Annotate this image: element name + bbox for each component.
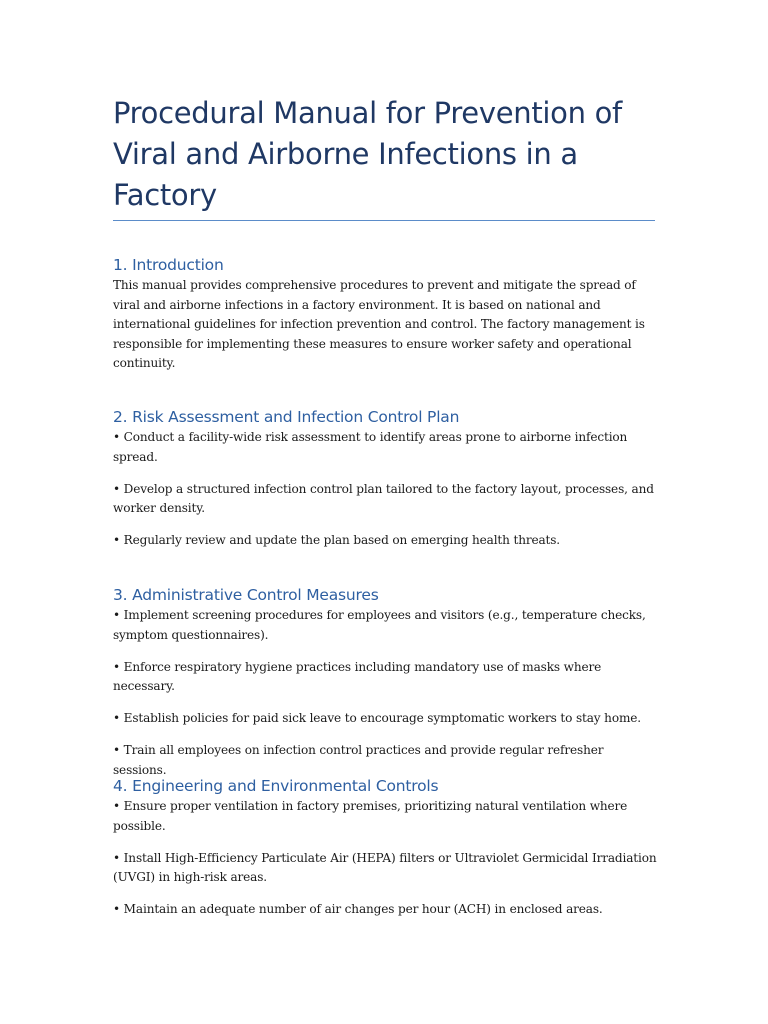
section-heading-introduction: 1. Introduction — [113, 256, 224, 274]
bullet-item: • Establish policies for paid sick leave to encourage symptomatic workers to stay home. — [113, 711, 641, 725]
introduction-paragraph: This manual provides comprehensive procedures to prevent and mitigate the spread of viral and airborne infections in a factory environment. It is based on national and international guidelines for infection prevention and control. The factory management is responsible for implementing these measures to ensure worker safety and operational continuity. — [113, 278, 645, 370]
bullet-item: • Conduct a facility-wide risk assessment to identify areas prone to airborne infection spread. — [113, 430, 628, 464]
section-heading-risk-assessment: 2. Risk Assessment and Infection Control Plan — [113, 408, 460, 426]
section-risk-assessment — [113, 406, 658, 563]
bullet-item: • Implement screening procedures for employees and visitors (e.g., temperature checks, symptom questionnaires). — [113, 608, 646, 642]
bullet-item: • Maintain an adequate number of air changes per hour (ACH) in enclosed areas. — [113, 902, 603, 916]
document-title: Procedural Manual for Prevention of Viral and Airborne Infections in a Factory — [113, 96, 622, 212]
risk-assessment-bullet-list — [113, 428, 658, 551]
engineering-controls-bullet-list — [113, 797, 658, 920]
administrative-controls-bullet-list — [113, 606, 658, 780]
title-underline-rule — [113, 220, 655, 221]
bullet-item: • Enforce respiratory hygiene practices including mandatory use of masks where necessary. — [113, 659, 602, 693]
section-engineering-controls — [113, 775, 658, 932]
section-heading-engineering-controls: 4. Engineering and Environmental Controls — [113, 777, 439, 795]
section-heading-administrative-controls: 3. Administrative Control Measures — [113, 586, 379, 604]
bullet-item: • Regularly review and update the plan based on emerging health threats. — [113, 533, 560, 547]
section-administrative-controls — [113, 584, 658, 793]
bullet-item: • Develop a structured infection control plan tailored to the factory layout, processes, and worker density. — [113, 481, 654, 515]
bullet-item: • Install High-Efficiency Particulate Air (HEPA) filters or Ultraviolet Germicidal Irradiation (UVGI) in high-risk areas. — [113, 850, 657, 884]
section-introduction — [113, 254, 658, 374]
bullet-item: • Ensure proper ventilation in factory premises, prioritizing natural ventilation where possible. — [113, 799, 628, 833]
bullet-item: • Train all employees on infection control practices and provide regular refresher sessions. — [113, 743, 604, 777]
